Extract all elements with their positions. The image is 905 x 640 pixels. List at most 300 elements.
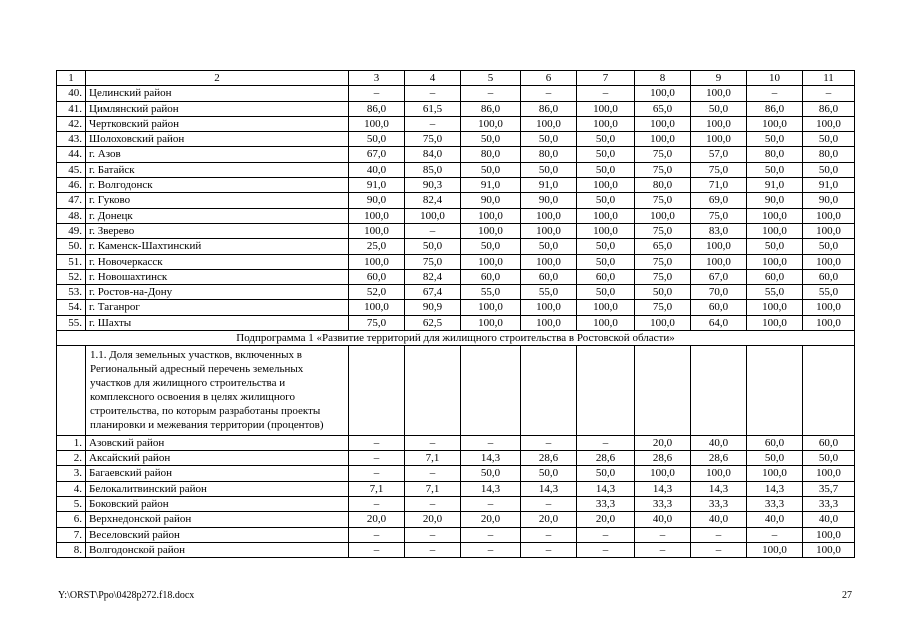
indicator-value: 60,0 — [747, 435, 803, 450]
table-row — [57, 223, 855, 238]
row-number: 45. — [57, 162, 86, 177]
indicator-value: 60,0 — [461, 269, 521, 284]
table-row — [57, 300, 855, 315]
indicator-value: 100,0 — [803, 466, 855, 481]
table-row — [57, 193, 855, 208]
indicator-value: 50,0 — [577, 254, 635, 269]
indicator-value: 75,0 — [635, 162, 691, 177]
indicator-value: – — [691, 527, 747, 542]
empty-cell — [635, 346, 691, 435]
column-number-header: 9 — [691, 71, 747, 86]
indicator-value: 64,0 — [691, 315, 747, 330]
footer-file-path: Y:\ORST\Ppo\0428p272.f18.docx — [58, 590, 195, 601]
municipality-name: Багаевский район — [86, 466, 349, 481]
table-row — [57, 208, 855, 223]
municipality-name: г. Волгодонск — [86, 178, 349, 193]
indicator-value: 60,0 — [803, 269, 855, 284]
row-number: 50. — [57, 239, 86, 254]
table-row — [57, 496, 855, 511]
indicator-value: 100,0 — [635, 466, 691, 481]
indicator-value: 28,6 — [521, 451, 577, 466]
indicator-value: 75,0 — [635, 147, 691, 162]
indicator-value: 100,0 — [691, 254, 747, 269]
indicator-value: – — [803, 86, 855, 101]
municipality-name: г. Батайск — [86, 162, 349, 177]
indicator-value: 91,0 — [349, 178, 405, 193]
row-number: 3. — [57, 466, 86, 481]
indicator-value: 75,0 — [635, 300, 691, 315]
indicator-value: 67,4 — [405, 285, 461, 300]
indicator-value: 86,0 — [461, 101, 521, 116]
indicator-value: – — [349, 496, 405, 511]
column-number-header: 11 — [803, 71, 855, 86]
indicator-row — [57, 346, 855, 435]
column-number-header: 2 — [86, 71, 349, 86]
indicator-value: 80,0 — [747, 147, 803, 162]
row-number: 55. — [57, 315, 86, 330]
indicator-value: 50,0 — [577, 239, 635, 254]
indicator-value: 50,0 — [747, 451, 803, 466]
indicator-value: 69,0 — [691, 193, 747, 208]
indicator-value: 7,1 — [405, 481, 461, 496]
municipality-name: Азовский район — [86, 435, 349, 450]
indicator-value: 91,0 — [461, 178, 521, 193]
indicator-value: 100,0 — [577, 315, 635, 330]
indicator-value: 100,0 — [803, 223, 855, 238]
indicator-value: 57,0 — [691, 147, 747, 162]
indicator-value: 100,0 — [635, 315, 691, 330]
empty-cell — [521, 346, 577, 435]
indicator-value: 100,0 — [635, 116, 691, 131]
table-row — [57, 527, 855, 542]
indicator-value: 55,0 — [461, 285, 521, 300]
indicator-value: 50,0 — [521, 162, 577, 177]
indicator-value: 65,0 — [635, 101, 691, 116]
indicator-value: 71,0 — [691, 178, 747, 193]
indicator-value: – — [635, 527, 691, 542]
indicator-value: 20,0 — [521, 512, 577, 527]
indicator-value: 20,0 — [461, 512, 521, 527]
indicator-value: 50,0 — [803, 162, 855, 177]
table-row — [57, 132, 855, 147]
indicator-value: 50,0 — [803, 239, 855, 254]
indicator-value: 100,0 — [521, 208, 577, 223]
municipality-name: г. Донецк — [86, 208, 349, 223]
empty-cell — [349, 346, 405, 435]
municipality-name: г. Таганрог — [86, 300, 349, 315]
indicator-value: 20,0 — [349, 512, 405, 527]
indicator-value: 90,0 — [803, 193, 855, 208]
indicator-value: – — [521, 542, 577, 557]
indicator-value: – — [577, 435, 635, 450]
indicator-value: 65,0 — [635, 239, 691, 254]
footer-page-number: 27 — [842, 590, 852, 601]
indicator-value: 28,6 — [635, 451, 691, 466]
indicator-value: 75,0 — [691, 208, 747, 223]
municipality-name: Белокалитвинский район — [86, 481, 349, 496]
indicator-value: – — [691, 542, 747, 557]
indicator-value: – — [349, 451, 405, 466]
row-number: 5. — [57, 496, 86, 511]
indicator-value: 33,3 — [803, 496, 855, 511]
indicator-value: 91,0 — [747, 178, 803, 193]
indicator-value: 50,0 — [521, 239, 577, 254]
municipality-name: г. Ростов-на-Дону — [86, 285, 349, 300]
indicator-value: 50,0 — [349, 132, 405, 147]
row-number: 1. — [57, 435, 86, 450]
indicator-value: 100,0 — [577, 178, 635, 193]
indicator-value: 90,3 — [405, 178, 461, 193]
indicator-value: – — [747, 527, 803, 542]
indicator-value: 40,0 — [635, 512, 691, 527]
empty-cell — [747, 346, 803, 435]
column-number-header: 5 — [461, 71, 521, 86]
indicator-value: 33,3 — [635, 496, 691, 511]
indicator-value: 100,0 — [461, 254, 521, 269]
empty-cell — [57, 346, 86, 435]
indicator-value: 100,0 — [691, 466, 747, 481]
indicator-value: 100,0 — [349, 208, 405, 223]
indicator-value: 100,0 — [803, 315, 855, 330]
row-number: 53. — [57, 285, 86, 300]
row-number: 47. — [57, 193, 86, 208]
indicator-value: 100,0 — [691, 132, 747, 147]
indicator-value: 84,0 — [405, 147, 461, 162]
indicator-value: – — [405, 527, 461, 542]
indicator-value: 55,0 — [521, 285, 577, 300]
indicator-value: 50,0 — [405, 239, 461, 254]
indicator-value: 33,3 — [691, 496, 747, 511]
indicator-value: 50,0 — [461, 239, 521, 254]
indicator-value: 100,0 — [747, 223, 803, 238]
column-number-header: 10 — [747, 71, 803, 86]
row-number: 8. — [57, 542, 86, 557]
indicator-value: 50,0 — [691, 101, 747, 116]
indicator-value: 14,3 — [577, 481, 635, 496]
indicator-value: 62,5 — [405, 315, 461, 330]
municipality-name: г. Зверево — [86, 223, 349, 238]
indicator-value: 40,0 — [747, 512, 803, 527]
indicator-value: – — [405, 223, 461, 238]
indicator-value: 100,0 — [349, 116, 405, 131]
indicator-value: 50,0 — [461, 132, 521, 147]
row-number: 2. — [57, 451, 86, 466]
table-row — [57, 116, 855, 131]
indicator-value: 100,0 — [349, 254, 405, 269]
indicator-value: – — [461, 86, 521, 101]
indicator-value: 50,0 — [747, 239, 803, 254]
indicator-value: 100,0 — [803, 300, 855, 315]
indicator-value: 60,0 — [577, 269, 635, 284]
municipality-name: Шолоховский район — [86, 132, 349, 147]
indicator-value: 50,0 — [577, 285, 635, 300]
table-row — [57, 512, 855, 527]
indicator-value: – — [349, 542, 405, 557]
row-number: 46. — [57, 178, 86, 193]
municipality-name: Цимлянский район — [86, 101, 349, 116]
indicator-value: 52,0 — [349, 285, 405, 300]
indicator-value: – — [577, 86, 635, 101]
indicator-value: 14,3 — [461, 481, 521, 496]
indicator-value: 7,1 — [349, 481, 405, 496]
indicator-value: 100,0 — [521, 116, 577, 131]
indicator-value: 91,0 — [803, 178, 855, 193]
indicator-value: 90,9 — [405, 300, 461, 315]
indicator-value: 80,0 — [521, 147, 577, 162]
indicator-value: 100,0 — [747, 300, 803, 315]
indicator-value: 67,0 — [691, 269, 747, 284]
indicator-value: – — [635, 542, 691, 557]
indicator-value: 60,0 — [521, 269, 577, 284]
indicator-value: 80,0 — [461, 147, 521, 162]
table-row — [57, 451, 855, 466]
table-row — [57, 435, 855, 450]
indicator-value: 90,0 — [747, 193, 803, 208]
indicator-value: 100,0 — [577, 223, 635, 238]
indicator-value: 50,0 — [461, 466, 521, 481]
indicator-value: 40,0 — [691, 435, 747, 450]
indicator-value: 14,3 — [461, 451, 521, 466]
indicator-value: 67,0 — [349, 147, 405, 162]
indicator-value: 50,0 — [577, 147, 635, 162]
indicator-value: 100,0 — [521, 254, 577, 269]
indicator-value: 25,0 — [349, 239, 405, 254]
indicator-value: – — [405, 435, 461, 450]
indicator-value: 100,0 — [521, 315, 577, 330]
indicator-value: – — [747, 86, 803, 101]
indicator-value: 100,0 — [461, 315, 521, 330]
subprogram-title: Подпрограмма 1 «Развитие территорий для жилищного строительства в Ростовской области» — [57, 331, 855, 346]
indicator-value: 100,0 — [461, 208, 521, 223]
table-row — [57, 285, 855, 300]
municipality-name: г. Азов — [86, 147, 349, 162]
municipality-name: г. Шахты — [86, 315, 349, 330]
indicator-value: 100,0 — [461, 223, 521, 238]
column-number-header: 1 — [57, 71, 86, 86]
indicator-value: – — [405, 542, 461, 557]
row-number: 4. — [57, 481, 86, 496]
row-number: 48. — [57, 208, 86, 223]
indicator-value: 60,0 — [803, 435, 855, 450]
indicator-value: 33,3 — [747, 496, 803, 511]
row-number: 40. — [57, 86, 86, 101]
indicator-value: 100,0 — [803, 116, 855, 131]
empty-cell — [803, 346, 855, 435]
indicator-value: 28,6 — [577, 451, 635, 466]
column-number-header: 4 — [405, 71, 461, 86]
table-row — [57, 86, 855, 101]
indicator-value: 86,0 — [521, 101, 577, 116]
indicator-value: – — [577, 527, 635, 542]
indicator-value: 50,0 — [461, 162, 521, 177]
indicator-value: 100,0 — [349, 300, 405, 315]
indicator-value: 50,0 — [747, 162, 803, 177]
table-row — [57, 147, 855, 162]
indicator-value: – — [461, 496, 521, 511]
indicator-value: 100,0 — [405, 208, 461, 223]
indicator-value: 60,0 — [747, 269, 803, 284]
indicator-value: 33,3 — [577, 496, 635, 511]
municipality-name: г. Каменск-Шахтинский — [86, 239, 349, 254]
row-number: 52. — [57, 269, 86, 284]
row-number: 7. — [57, 527, 86, 542]
table-row — [57, 101, 855, 116]
indicator-value: 100,0 — [521, 300, 577, 315]
indicator-value: 70,0 — [691, 285, 747, 300]
empty-cell — [461, 346, 521, 435]
indicator-value: – — [521, 496, 577, 511]
row-number: 49. — [57, 223, 86, 238]
indicator-value: 55,0 — [803, 285, 855, 300]
indicator-value: – — [577, 542, 635, 557]
indicator-value: 50,0 — [803, 132, 855, 147]
indicator-value: 100,0 — [577, 116, 635, 131]
indicator-value: – — [349, 466, 405, 481]
indicator-value: – — [521, 86, 577, 101]
indicator-value: 50,0 — [635, 285, 691, 300]
column-number-header: 7 — [577, 71, 635, 86]
indicator-value: 100,0 — [747, 208, 803, 223]
indicator-value: 86,0 — [803, 101, 855, 116]
indicator-value: 80,0 — [635, 178, 691, 193]
subprogram-row — [57, 331, 855, 346]
indicator-value: – — [349, 86, 405, 101]
indicator-value: 100,0 — [747, 116, 803, 131]
table-row — [57, 315, 855, 330]
indicator-value: 85,0 — [405, 162, 461, 177]
indicator-value: 75,0 — [691, 162, 747, 177]
municipality-name: Веселовский район — [86, 527, 349, 542]
row-number: 54. — [57, 300, 86, 315]
table-row — [57, 466, 855, 481]
indicator-value: 75,0 — [405, 254, 461, 269]
indicator-value: 50,0 — [577, 466, 635, 481]
indicator-value: 50,0 — [521, 132, 577, 147]
indicator-value: 100,0 — [747, 254, 803, 269]
indicator-value: 100,0 — [803, 254, 855, 269]
indicator-value: – — [349, 527, 405, 542]
empty-cell — [405, 346, 461, 435]
indicator-value: 100,0 — [521, 223, 577, 238]
indicator-value: 61,5 — [405, 101, 461, 116]
empty-cell — [577, 346, 635, 435]
indicator-value: 40,0 — [349, 162, 405, 177]
indicator-value: 100,0 — [803, 542, 855, 557]
indicator-value: 35,7 — [803, 481, 855, 496]
indicator-value: 100,0 — [461, 116, 521, 131]
indicator-value: 100,0 — [635, 132, 691, 147]
table-row — [57, 162, 855, 177]
indicator-value: 14,3 — [635, 481, 691, 496]
indicator-value: 75,0 — [405, 132, 461, 147]
indicator-value: 90,0 — [349, 193, 405, 208]
indicator-value: 90,0 — [521, 193, 577, 208]
indicator-value: – — [405, 116, 461, 131]
indicator-value: 75,0 — [635, 223, 691, 238]
table-row — [57, 178, 855, 193]
indicator-value: 100,0 — [577, 300, 635, 315]
table-row — [57, 239, 855, 254]
indicator-value: 50,0 — [747, 132, 803, 147]
indicator-value: 50,0 — [521, 466, 577, 481]
municipality-name: Чертковский район — [86, 116, 349, 131]
table-header-row — [57, 71, 855, 86]
indicator-value: – — [461, 435, 521, 450]
indicator-value: – — [405, 496, 461, 511]
indicator-value: 60,0 — [691, 300, 747, 315]
indicator-table — [56, 70, 855, 558]
indicator-value: 86,0 — [349, 101, 405, 116]
municipality-name: г. Новошахтинск — [86, 269, 349, 284]
municipality-name: Верхнедонской район — [86, 512, 349, 527]
indicator-value: 20,0 — [577, 512, 635, 527]
municipality-name: Аксайский район — [86, 451, 349, 466]
indicator-value: 100,0 — [635, 208, 691, 223]
municipality-name: Боковский район — [86, 496, 349, 511]
table-row — [57, 254, 855, 269]
indicator-value: 20,0 — [405, 512, 461, 527]
row-number: 44. — [57, 147, 86, 162]
indicator-value: 100,0 — [803, 527, 855, 542]
indicator-value: 55,0 — [747, 285, 803, 300]
indicator-value: 50,0 — [577, 132, 635, 147]
indicator-value: – — [349, 435, 405, 450]
indicator-value: 75,0 — [635, 193, 691, 208]
indicator-value: 100,0 — [577, 101, 635, 116]
indicator-value: 100,0 — [747, 466, 803, 481]
indicator-value: 50,0 — [577, 162, 635, 177]
indicator-value: – — [405, 466, 461, 481]
indicator-value: 7,1 — [405, 451, 461, 466]
indicator-value: – — [461, 542, 521, 557]
table-row — [57, 542, 855, 557]
indicator-value: – — [405, 86, 461, 101]
indicator-value: 82,4 — [405, 193, 461, 208]
indicator-value: 50,0 — [803, 451, 855, 466]
row-number: 51. — [57, 254, 86, 269]
column-number-header: 8 — [635, 71, 691, 86]
indicator-value: – — [461, 527, 521, 542]
indicator-value: 100,0 — [691, 239, 747, 254]
row-number: 43. — [57, 132, 86, 147]
indicator-value: 40,0 — [803, 512, 855, 527]
municipality-name: Волгодонской район — [86, 542, 349, 557]
indicator-value: 100,0 — [747, 542, 803, 557]
indicator-value: 82,4 — [405, 269, 461, 284]
indicator-value: 50,0 — [577, 193, 635, 208]
table-row — [57, 481, 855, 496]
indicator-value: 100,0 — [747, 315, 803, 330]
indicator-value: 75,0 — [635, 254, 691, 269]
indicator-value: 20,0 — [635, 435, 691, 450]
indicator-value: 83,0 — [691, 223, 747, 238]
column-number-header: 3 — [349, 71, 405, 86]
indicator-value: 100,0 — [635, 86, 691, 101]
indicator-value: 100,0 — [577, 208, 635, 223]
indicator-value: 100,0 — [461, 300, 521, 315]
indicator-value: 75,0 — [349, 315, 405, 330]
indicator-value: – — [521, 527, 577, 542]
indicator-value: 14,3 — [747, 481, 803, 496]
indicator-value: 100,0 — [691, 116, 747, 131]
indicator-description: 1.1. Доля земельных участков, включенных в Региональный адресный перечень земельных участков для жилищного строительства и комплексного освоения в целях жилищного строительства, по которым разработаны проекты планировки и межевания территории (процентов) — [86, 346, 349, 435]
row-number: 42. — [57, 116, 86, 131]
municipality-name: г. Гуково — [86, 193, 349, 208]
indicator-value: 40,0 — [691, 512, 747, 527]
indicator-value: 60,0 — [349, 269, 405, 284]
indicator-value: 100,0 — [803, 208, 855, 223]
empty-cell — [691, 346, 747, 435]
